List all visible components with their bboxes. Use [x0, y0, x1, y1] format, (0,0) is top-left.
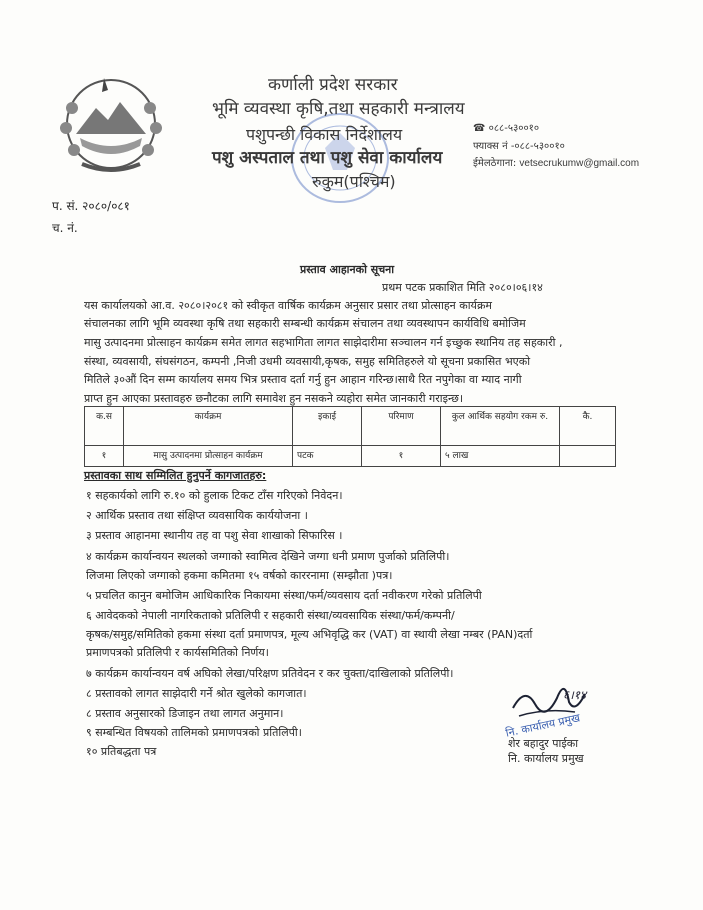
email-line	[473, 155, 639, 169]
header-sn: क.स	[85, 407, 124, 446]
cell-quantity: १	[362, 446, 441, 467]
document-item: ५ प्रचलित कानुन बमोजिम आधिकारिक निकायमा संस्था/फर्म/व्यवसाय दर्ता नवीकरण गरेको प्रतिलिपी	[86, 589, 482, 602]
signatory-name: शेर बहादुर पाईका	[508, 737, 579, 750]
header-remarks: कै.	[560, 407, 616, 446]
email-address: vetsecrukumw@gmail.com	[519, 158, 640, 169]
directorate-name: पशुपन्छी विकास निर्देशालय	[246, 125, 403, 144]
cell-sn: १	[85, 446, 124, 467]
cell-program: मासु उत्पादनमा प्रोत्साहन कार्यक्रम	[124, 446, 293, 467]
province-name: कर्णाली प्रदेश सरकार	[268, 75, 398, 95]
header-program: कार्यक्रम	[124, 407, 293, 446]
ministry-name: भूमि व्यवस्था कृषि,तथा सहकारी मन्त्रालय	[212, 99, 465, 119]
document-item: ८ प्रस्ताव अनुसारको डिजाइन तथा लागत अनुमान।	[86, 707, 284, 720]
office-name: पशु अस्पताल तथा पशु सेवा कार्यालय	[212, 148, 443, 168]
document-item: ३ प्रस्ताव आहानमा स्थानीय तह वा पशु सेवा शाखाको सिफारिस ।	[86, 529, 343, 542]
signatory-title: नि. कार्यालय प्रमुख	[508, 752, 584, 765]
body-line: प्राप्त हुन आएका प्रस्तावहरु छनौटका लागि समावेश हुन नसकने व्यहोरा समेत जानकारी गराइन्छ।	[84, 392, 464, 405]
email-label: ईमेलठेगाना:	[473, 158, 517, 169]
table-header-row	[85, 407, 616, 446]
documents-heading: प्रस्तावका साथ सम्मिलित हुनुपर्ने कागजातहरु:	[84, 469, 267, 482]
header-quantity: परिमाण	[362, 407, 441, 446]
cell-amount: ५ लाख	[441, 446, 560, 467]
document-item: ७ कार्यक्रम कार्यान्वयन वर्ष अघिको लेखा/परिक्षण प्रतिवेदन र कर चुक्ता/दाखिलाको प्रतिलिपी।	[86, 667, 454, 680]
cell-unit: पटक	[293, 446, 362, 467]
dispatch-number: च. नं.	[52, 221, 78, 235]
phone-icon: ☎	[473, 123, 486, 134]
document-item: १ सहकार्यको लागि रु.१० को हुलाक टिकट टाँस गरिएको निवेदन।	[86, 489, 343, 502]
document-item: ६ आवेदकको नेपाली नागरिकताको प्रतिलिपी र सहकारी संस्था/व्यवसायिक संस्था/फर्म/कम्पनी/	[86, 609, 455, 622]
program-table	[84, 406, 616, 467]
document-item: प्रमाणपत्रको प्रतिलिपी र कार्यसमितिको निर्णय।	[86, 646, 269, 659]
table-row	[85, 446, 616, 467]
nepal-emblem-icon	[52, 68, 170, 180]
fax-line: फ्याक्स नं -०८८-५३००१०	[473, 141, 565, 152]
document-item: लिजमा लिएको जग्गाको हकमा कमितमा १५ वर्षको काररनामा (सम्झौता )पत्र।	[86, 569, 393, 582]
document-item: ४ कार्यक्रम कार्यान्वयन स्थलको जग्गाको स्वामित्व देखिने जग्गा धनी प्रमाण पुर्जाको प्रतिलिपी।	[86, 550, 450, 563]
body-line: यस कार्यालयको आ.व. २०८०।२०८१ को स्वीकृत वार्षिक कार्यक्रम अनुसार प्रसार तथा प्रोत्साहन कार्यक्रम	[84, 299, 492, 312]
publication-date: प्रथम पटक प्रकाशित मिति २०८०।०६।१४	[382, 281, 543, 294]
official-stamp: नि. कार्यालय प्रमुख	[504, 711, 582, 740]
signature-date: ६।१४	[563, 688, 587, 702]
document-item: १० प्रतिबद्धता पत्र	[86, 745, 157, 758]
body-line: संचालनका लागि भूमि व्यवस्था कृषि तथा सहकारी सम्बन्धी कार्यक्रम संचालन तथा व्यवस्थापन कार्यविधि बमोजिम	[84, 317, 526, 330]
header-unit: इकाई	[293, 407, 362, 446]
document-item: २ आर्थिक प्रस्ताव तथा संक्षिप्त व्यवसायिक कार्ययोजना ।	[86, 509, 308, 522]
body-line: मितिले ३०औं दिन सम्म कार्यालय समय भित्र प्रस्ताव दर्ता गर्नु हुन आहान गरिन्छ।साथै रित नपुगेका वा म्याद नागी	[84, 373, 522, 386]
letter-number: प. सं. २०८०/०८१	[52, 199, 130, 213]
body-line: संस्था, व्यवसायी, संघसंगठन, कम्पनी ,निजी उधमी व्यवसायी,कृषक, समुह समितिहरुले यो सूचना प्रकासित भएको	[84, 355, 531, 368]
document-item: कृषक/समुह/समितिको हकमा संस्था दर्ता प्रमाणपत्र, मूल्य अभिवृद्धि कर (VAT) वा स्थायी लेखा नम्बर (PAN)दर्ता	[86, 628, 533, 641]
header-amount: कुल आर्थिक सहयोग रकम रु.	[441, 407, 560, 446]
office-location: रुकुम(पश्चिम)	[312, 172, 396, 191]
notice-title: प्रस्ताव आहानको सूचना	[300, 263, 395, 276]
cell-remarks	[560, 446, 616, 467]
document-item: ९ सम्बन्धित विषयको तालिमको प्रमाणपत्रको प्रतिलिपी।	[86, 726, 302, 739]
phone-number: ०८८-५३००१०	[488, 123, 540, 134]
document-item: ८ प्रस्तावको लागत साझेदारी गर्ने श्रोत खुलेको कागजात।	[86, 687, 307, 700]
body-line: मासु उत्पादनमा प्रोत्साहन कार्यक्रम समेत लागत सहभागिता लागत साझेदारीमा सञ्चालन गर्न इच्छुक स्थानिय तह सहकारी ,	[84, 336, 563, 349]
phone-line	[473, 120, 539, 134]
